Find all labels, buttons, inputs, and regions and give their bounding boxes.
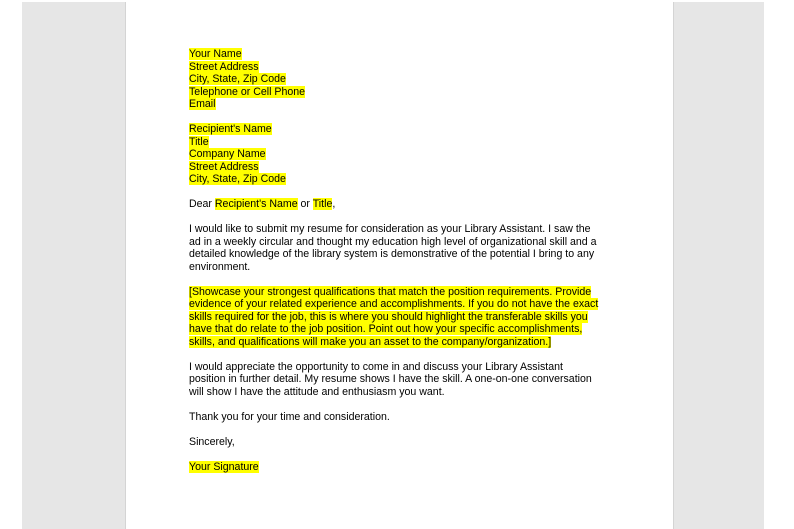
paragraph-line: will show I have the attitude and enthusiasm you want.: [189, 385, 445, 398]
recipient-title: Title: [189, 135, 209, 148]
paragraph-line: ad in a weekly circular and thought my education high level of organizational skill and a: [189, 235, 597, 248]
recipient-city-state-zip: City, State, Zip Code: [189, 173, 286, 186]
paragraph-line: I would like to submit my resume for consideration as your Library Assistant. I saw the: [189, 223, 591, 236]
thanks-line: Thank you for your time and consideration.: [189, 411, 390, 424]
sender-phone: Telephone or Cell Phone: [189, 85, 306, 98]
paragraph-closing: [189, 361, 619, 399]
paragraph-line: detailed knowledge of the library system is demonstrative of the potential I bring to any: [189, 248, 595, 261]
paragraph-intro: [189, 223, 619, 273]
recipient-street: Street Address: [189, 160, 259, 173]
salutation-or: or: [297, 198, 313, 211]
sender-city-state-zip: City, State, Zip Code: [189, 73, 286, 85]
recipient-name: Recipient's Name: [189, 123, 272, 136]
paragraph-line: evidence of your related experience and accomplishments. If you do not have the exact: [189, 298, 599, 311]
salutation-comma: ,: [332, 198, 336, 211]
paragraph-line: skills, and qualifications will make you an asset to the company/organization.]: [189, 335, 552, 348]
document-page[interactable]: [125, 2, 674, 529]
salutation-recipient-name: Recipient's Name: [214, 198, 298, 211]
letter-body: [189, 48, 619, 486]
paragraph-qualifications-placeholder: [189, 286, 619, 349]
salutation-dear: Dear: [189, 198, 215, 211]
sender-address-block: [189, 48, 619, 111]
sender-street: Street Address: [189, 60, 259, 73]
salutation-title: Title: [312, 198, 333, 211]
signature-placeholder: Your Signature: [189, 461, 259, 474]
paragraph-line: [Showcase your strongest qualifications that match the position requirements. Provide: [189, 285, 592, 298]
recipient-address-block: [189, 123, 619, 186]
paragraph-line: have that do relate to the job position. Point out how your specific accomplishments,: [189, 323, 583, 336]
paragraph-line: position in further detail. My resume shows I have the skill. A one-on-one conversation: [189, 373, 592, 386]
sender-name: Your Name: [189, 48, 242, 60]
complimentary-close: Sincerely,: [189, 436, 235, 449]
paragraph-line: environment.: [189, 260, 251, 273]
paragraph-line: skills required for the job, this is where you should highlight the transferable skills you: [189, 310, 588, 323]
paragraph-line: I would appreciate the opportunity to come in and discuss your Library Assistant: [189, 360, 563, 373]
sender-email: Email: [189, 98, 216, 110]
salutation: [189, 198, 619, 211]
recipient-company: Company Name: [189, 148, 266, 161]
